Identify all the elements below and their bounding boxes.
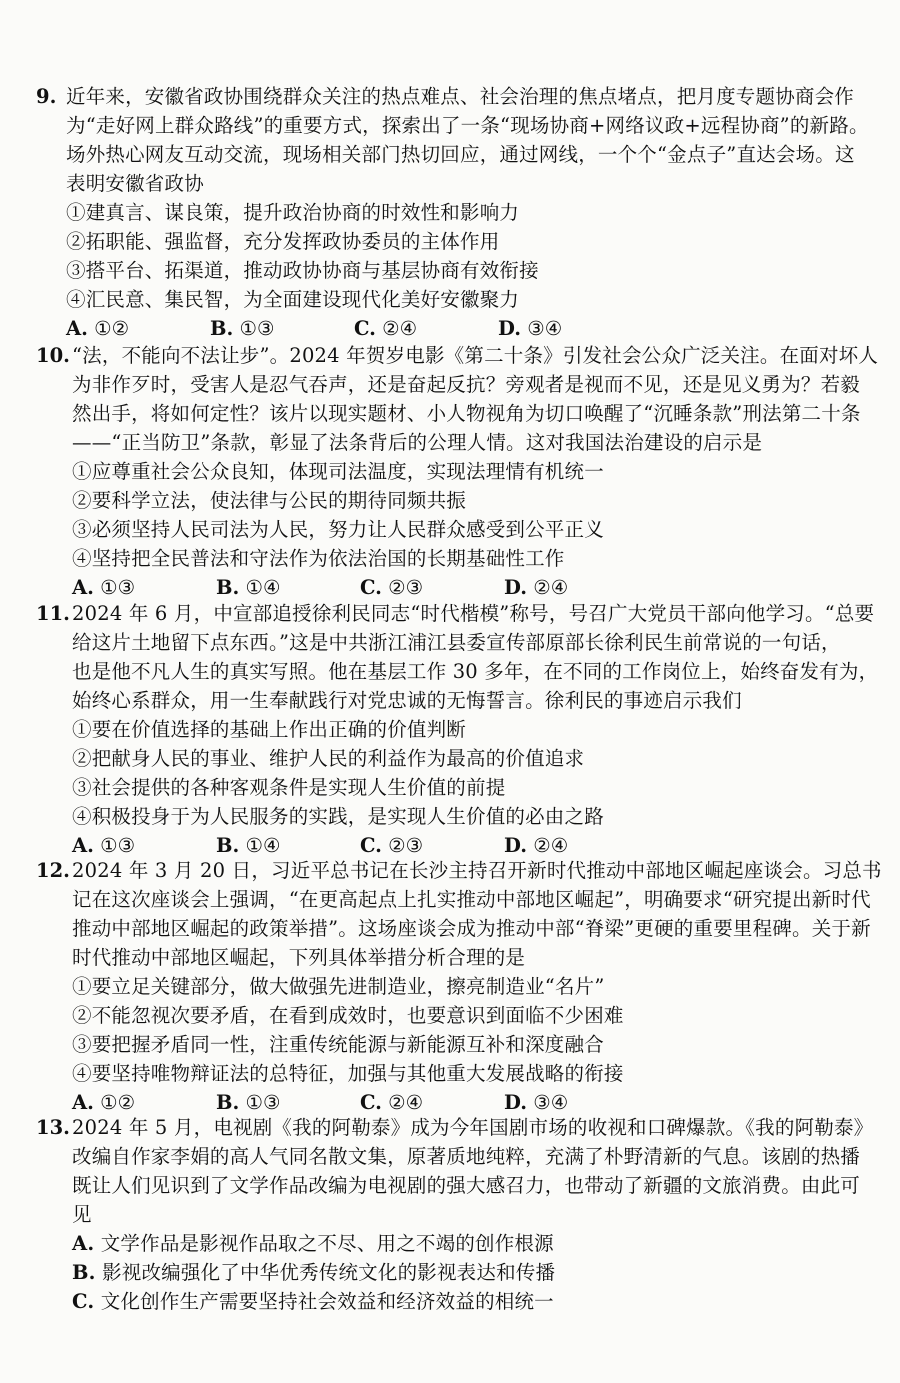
statement-1: ①应尊重社会公众良知，体现司法温度，实现法理情有机统一 [72, 460, 604, 483]
statement-1: ①要在价值选择的基础上作出正确的价值判断 [72, 718, 467, 741]
option-c[interactable]: C. ②④ [360, 1091, 424, 1114]
question-stem-line: 见 [72, 1203, 92, 1226]
statement-2: ②不能忽视次要矛盾，在看到成效时，也要意识到面临不少困难 [72, 1004, 624, 1027]
option-a[interactable]: A. ①③ [72, 576, 136, 599]
statement-3: ③社会提供的各种客观条件是实现人生价值的前提 [72, 776, 506, 799]
statement-2: ②要科学立法，使法律与公民的期待同频共振 [72, 489, 467, 512]
question-number: 13. [36, 1116, 70, 1139]
question-stem-line: 场外热心网友互动交流，现场相关部门热切回应，通过网线，一个个“金点子”直达会场。这 [66, 143, 855, 166]
statement-4: ④要坚持唯物辩证法的总特征，加强与其他重大发展战略的衔接 [72, 1062, 624, 1085]
statement-3: ③搭平台、拓渠道，推动政协协商与基层协商有效衔接 [66, 259, 539, 282]
question-stem-line: 既让人们见识到了文学作品改编为电视剧的强大感召力，也带动了新疆的文旅消费。由此可 [72, 1174, 861, 1197]
statement-1: ①要立足关键部分，做大做强先进制造业，擦亮制造业“名片” [72, 975, 605, 998]
option-d[interactable]: D. ③④ [504, 1091, 569, 1114]
answer-options [72, 573, 832, 602]
question-stem-line: 改编自作家李娟的高人气同名散文集，原著质地纯粹，充满了朴野清新的气息。该剧的热播 [72, 1145, 861, 1168]
option-c[interactable]: C. ②④ [354, 317, 418, 340]
question-stem-line: 记在这次座谈会上强调，“在更高起点上扎实推动中部地区崛起”，明确要求“研究提出新时代 [72, 888, 871, 911]
question-stem-line: 给这片土地留下点东西。”这是中共浙江浦江县委宣传部原部长徐利民生前常说的一句话， [72, 631, 841, 654]
option-a[interactable]: A. ①② [66, 317, 130, 340]
question-stem-line: 然出手，将如何定性？该片以现实题材、小人物视角为切口唤醒了“沉睡条款”刑法第二十条 [72, 402, 861, 425]
question-number: 10. [36, 344, 70, 367]
question-stem-line: 为“走好网上群众路线”的重要方式，探索出了一条“现场协商+网络议政+远程协商”的新路。 [66, 114, 869, 137]
option-b[interactable]: B. ①③ [216, 1091, 281, 1114]
option-b[interactable]: B. ①④ [216, 834, 281, 857]
statement-2: ②把献身人民的事业、维护人民的利益作为最高的价值追求 [72, 747, 585, 770]
statement-3: ③要把握矛盾同一性，注重传统能源与新能源互补和深度融合 [72, 1033, 604, 1056]
statement-2: ②拓职能、强监督，充分发挥政协委员的主体作用 [66, 230, 500, 253]
question-stem-line: “法，不能向不法让步”。2024 年贺岁电影《第二十条》引发社会公众广泛关注。在面对坏人 [72, 344, 879, 367]
option-b[interactable]: B. ①④ [216, 576, 281, 599]
question-number: 12. [36, 859, 70, 882]
option-d[interactable]: D. ②④ [504, 834, 569, 857]
option-d[interactable]: D. ②④ [504, 576, 569, 599]
question-stem-line: 推动中部地区崛起的政策举措”。这场座谈会成为推动中部“脊梁”更硬的重要里程碑。关于新 [72, 917, 871, 940]
question-stem-line: 2024 年 6 月，中宣部追授徐利民同志“时代楷模”称号，号召广大党员干部向他学习。“总要 [72, 602, 875, 625]
option-d[interactable]: D. ③④ [498, 317, 563, 340]
choice-c[interactable]: C. 文化创作生产需要坚持社会效益和经济效益的相统一 [72, 1290, 554, 1313]
answer-options [66, 314, 826, 343]
question-stem-line: 始终心系群众，用一生奉献践行对党忠诚的无悔誓言。徐利民的事迹启示我们 [72, 689, 742, 712]
question-stem-line: 2024 年 5 月，电视剧《我的阿勒泰》成为今年国剧市场的收视和口碑爆款。《我的阿勒泰》 [72, 1116, 874, 1139]
choice-b[interactable]: B. 影视改编强化了中华优秀传统文化的影视表达和传播 [72, 1261, 556, 1284]
statement-4: ④坚持把全民普法和守法作为依法治国的长期基础性工作 [72, 547, 565, 570]
option-b[interactable]: B. ①③ [210, 317, 275, 340]
question-stem-line: 近年来，安徽省政协围绕群众关注的热点难点、社会治理的焦点堵点，把月度专题协商会作 [66, 85, 855, 108]
question-stem-line: 也是他不凡人生的真实写照。他在基层工作 30 多年，在不同的工作岗位上，始终奋发有为， [72, 660, 879, 683]
option-c[interactable]: C. ②③ [360, 576, 424, 599]
question-stem-line: 2024 年 3 月 20 日，习近平总书记在长沙主持召开新时代推动中部地区崛起座谈会。习总书 [72, 859, 882, 882]
statement-3: ③必须坚持人民司法为人民，努力让人民群众感受到公平正义 [72, 518, 604, 541]
statement-4: ④汇民意、集民智，为全面建设现代化美好安徽聚力 [66, 288, 520, 311]
option-c[interactable]: C. ②③ [360, 834, 424, 857]
question-stem-line: 为非作歹时，受害人是忍气吞声，还是奋起反抗？旁观者是视而不见，还是见义勇为？若毅 [72, 373, 861, 396]
question-stem-line: 时代推动中部地区崛起，下列具体举措分析合理的是 [72, 946, 526, 969]
question-number: 11. [36, 602, 70, 625]
question-stem-line: 表明安徽省政协 [66, 172, 204, 195]
option-a[interactable]: A. ①③ [72, 834, 136, 857]
question-stem-line: ——“正当防卫”条款，彰显了法条背后的公理人情。这对我国法治建设的启示是 [72, 431, 763, 454]
question-number: 9. [36, 85, 57, 108]
statement-4: ④积极投身于为人民服务的实践，是实现人生价值的必由之路 [72, 805, 604, 828]
option-a[interactable]: A. ①② [72, 1091, 136, 1114]
choice-a[interactable]: A. 文学作品是影视作品取之不尽、用之不竭的创作根源 [72, 1232, 554, 1255]
statement-1: ①建真言、谋良策，提升政治协商的时效性和影响力 [66, 201, 520, 224]
